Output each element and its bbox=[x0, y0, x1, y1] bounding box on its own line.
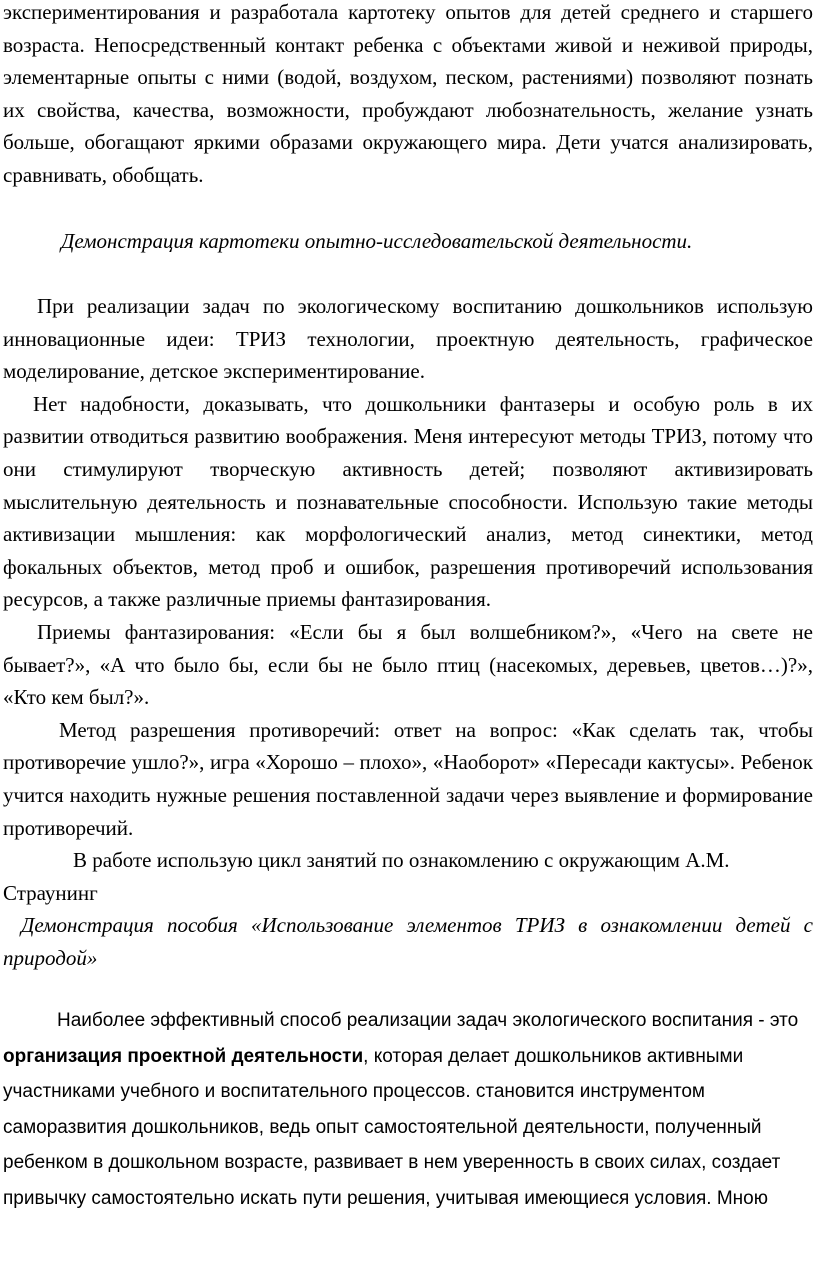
triz-section bbox=[3, 290, 813, 974]
paragraph-triz-methods: Нет надобности, доказывать, что дошкольники фантазеры и особую роль в их развитии отводиться развитию воображения. Меня интересуют методы ТРИЗ, потому что они стимулируют творческую активность детей; позволяют активизировать мыслительную деятельность и познавательные способности. Использую такие методы активизации мышления: как морфологический анализ, метод синектики, метод фокальных объектов, метод проб и ошибок, разрешения противоречий использования ресурсов, а также различные приемы фантазирования. bbox=[3, 391, 813, 612]
paragraph-experiments: экспериментирования и разработала картотеку опытов для детей среднего и старшего возраста. Непосредственный контакт ребенка с объектами живой и неживой природы, элементарные опыты с ними (водой, воздухом, песком, растениями) позволяют познать их свойства, качества, возможности, пробуждают любознательность, желание узнать больше, обогащают яркими образами окружающего мира. Дети учатся анализировать, сравнивать, обобщать. bbox=[3, 0, 813, 187]
project-section bbox=[3, 1003, 813, 1216]
paragraph-fantasy-techniques: Приемы фантазирования: «Если бы я был волшебником?», «Чего на свете не бывает?», «А что было бы, если бы не было птиц (насекомых, деревьев, цветов…)?», «Кто кем был?». bbox=[3, 619, 813, 710]
paragraph-project-activity bbox=[3, 1003, 813, 1216]
project-text-end: , которая делает дошкольников активными участниками учебного и воспитательного процессов. становится инструментом саморазвития дошкольников, ведь опыт самостоятельной деятельности, полученный ребенком в дошкольном возрасте, развивает в нем уверенность в своих силах, создает привычку самостоятельно искать пути решения, учитывая имеющиеся условия. Мною bbox=[3, 1045, 781, 1209]
project-activity-bold: организация проектной деятельности bbox=[3, 1045, 364, 1067]
project-text-start: Наиболее эффективный способ реализации задач экологического воспитания - это bbox=[57, 1010, 799, 1031]
demo-cardfile-section bbox=[3, 225, 813, 258]
demo-manual-caption: Демонстрация пособия «Использование элементов ТРИЗ в ознакомлении детей с природой» bbox=[3, 913, 813, 970]
paragraph-lesson-cycle: В работе использую цикл занятий по ознакомлению с окружающим А.М. Страунинг bbox=[3, 848, 730, 905]
intro-section bbox=[3, 0, 813, 192]
demo-cardfile-caption: Демонстрация картотеки опытно-исследовательской деятельности. bbox=[61, 229, 693, 253]
paragraph-innovations: При реализации задач по экологическому воспитанию дошкольников использую инновационные идеи: ТРИЗ технологии, проектную деятельность, графическое моделирование, детское экспериментирование. bbox=[3, 294, 813, 384]
paragraph-contradictions: Метод разрешения противоречий: ответ на вопрос: «Как сделать так, чтобы противоречие ушло?», игра «Хорошо – плохо», «Наоборот» «Пересади кактусы». Ребенок учится находить нужные решения поставленной задачи через выявление и формирование противоречий. bbox=[3, 717, 813, 840]
